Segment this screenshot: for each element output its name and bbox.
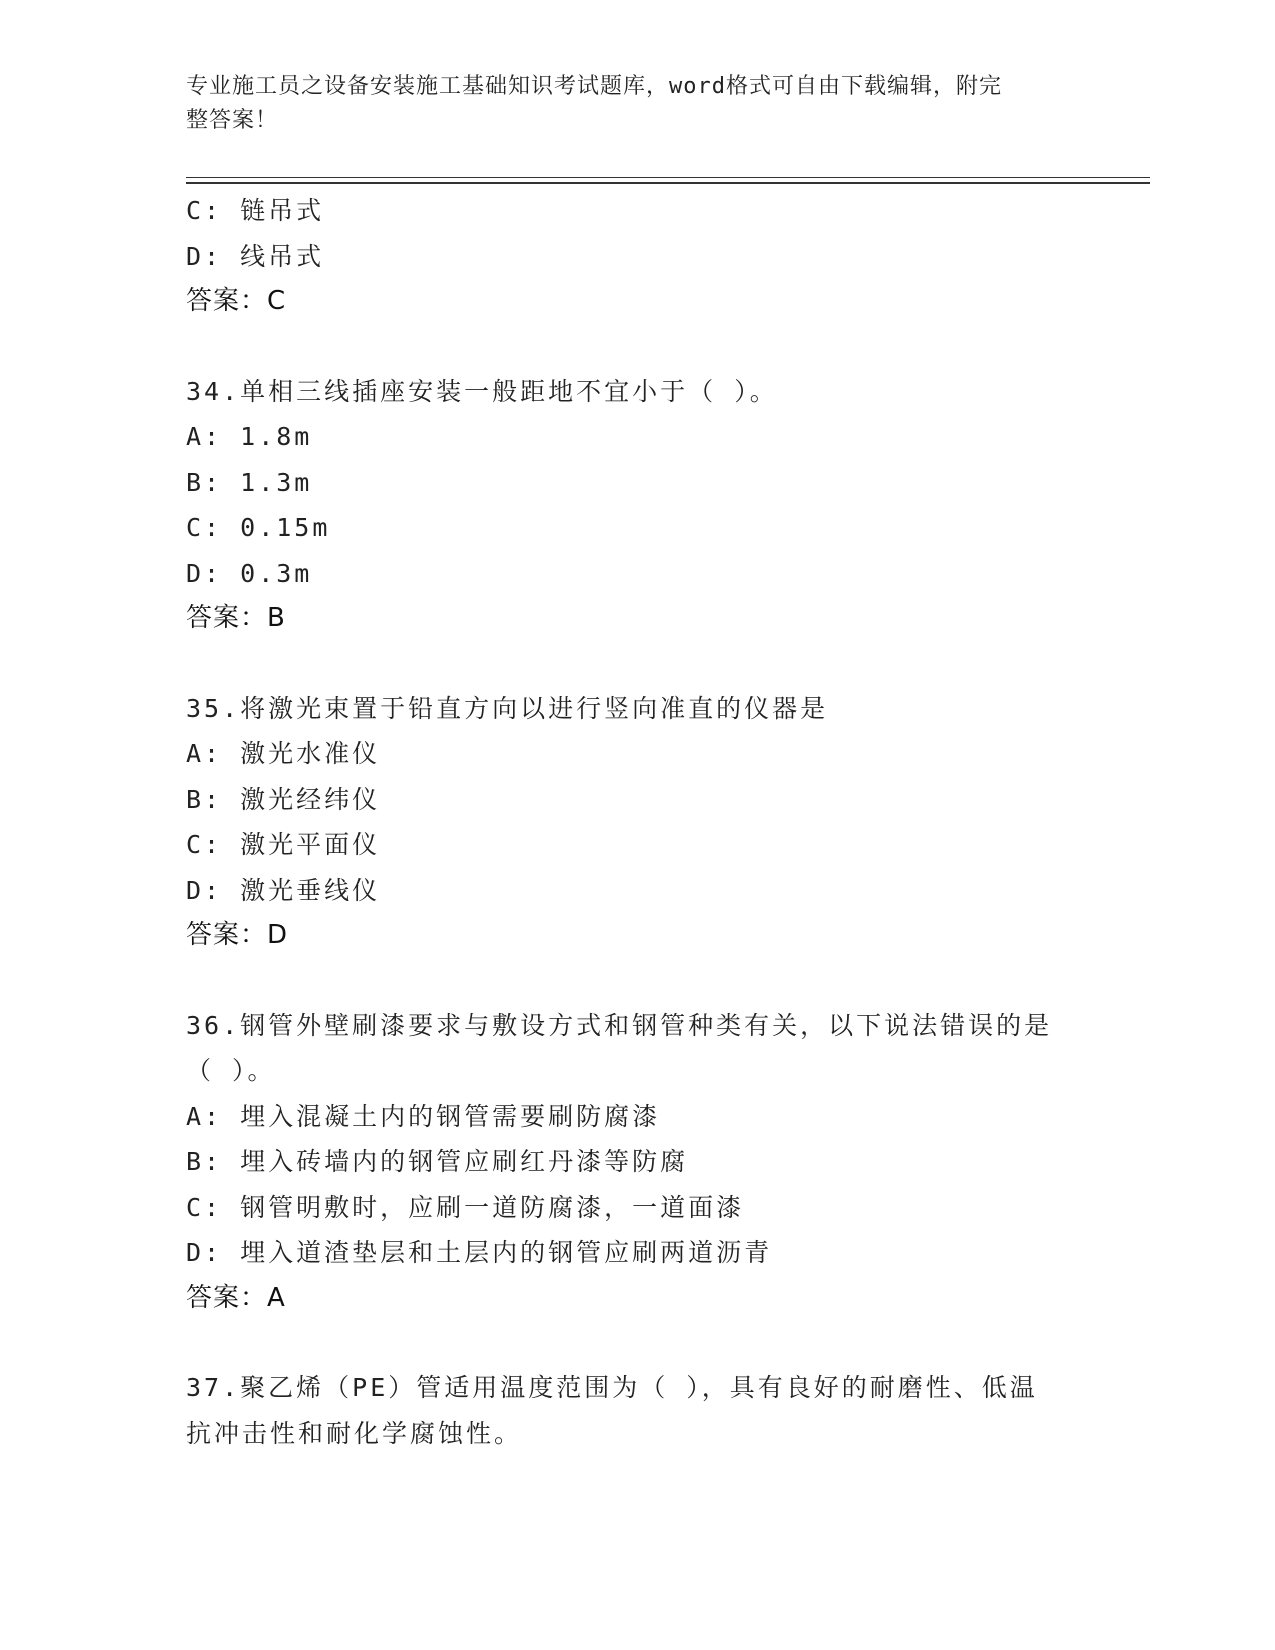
- spacer: [186, 1321, 1086, 1365]
- answer-line: 答案：C: [186, 286, 287, 316]
- answer-line: 答案：B: [186, 603, 286, 633]
- prev-question-block: [186, 188, 1086, 325]
- option-c: C: 钢管明敷时，应刷一道防腐漆，一道面漆: [186, 1192, 745, 1222]
- option-a: A: 1.8m: [186, 422, 313, 451]
- question-34: [186, 369, 1086, 642]
- question-stem: 35.将激光束置于铅直方向以进行竖向准直的仪器是: [186, 693, 829, 723]
- spacer: [186, 959, 1086, 1003]
- document-header: [186, 70, 1066, 138]
- question-35: [186, 686, 1086, 959]
- question-stem: 36.钢管外壁刷漆要求与敷设方式和钢管种类有关，以下说法错误的是: [186, 1010, 1053, 1040]
- option-a: A: 埋入混凝土内的钢管需要刷防腐漆: [186, 1101, 661, 1131]
- question-stem: 34.单相三线插座安装一般距地不宜小于（ ）。: [186, 376, 778, 406]
- header-divider-thick: [186, 182, 1150, 184]
- answer-line: 答案：A: [186, 1282, 286, 1313]
- header-line-2: 整答案！: [186, 108, 279, 133]
- question-stem-continued: 抗冲击性和耐化学腐蚀性。: [186, 1418, 523, 1448]
- option-c: C: 激光平面仪: [186, 830, 381, 859]
- question-stem: 37.聚乙烯（PE）管适用温度范围为（ ），具有良好的耐磨性、低温: [186, 1373, 1038, 1402]
- option-b: B: 埋入砖墙内的钢管应刷红丹漆等防腐: [186, 1147, 689, 1176]
- option-d: D: 激光垂线仪: [186, 875, 381, 905]
- question-stem-continued: （ ）。: [186, 1056, 276, 1085]
- question-36: [186, 1003, 1086, 1322]
- option-c: C: 0.15m: [186, 513, 331, 542]
- option-c: C: 链吊式: [186, 196, 325, 225]
- option-d: D: 线吊式: [186, 241, 325, 271]
- option-d: D: 0.3m: [186, 558, 313, 588]
- option-b: B: 激光经纬仪: [186, 784, 381, 814]
- question-37: [186, 1365, 1086, 1456]
- question-list: [186, 188, 1086, 1456]
- spacer: [186, 642, 1086, 686]
- answer-line: 答案：D: [186, 920, 289, 950]
- header-line-1: 专业施工员之设备安装施工基础知识考试题库，word格式可自由下载编辑，附完: [186, 74, 1002, 99]
- spacer: [186, 325, 1086, 369]
- header-divider-thin: [186, 177, 1150, 178]
- option-d: D: 埋入道渣垫层和土层内的钢管应刷两道沥青: [186, 1238, 773, 1267]
- option-a: A: 激光水准仪: [186, 739, 381, 768]
- option-b: B: 1.3m: [186, 467, 313, 497]
